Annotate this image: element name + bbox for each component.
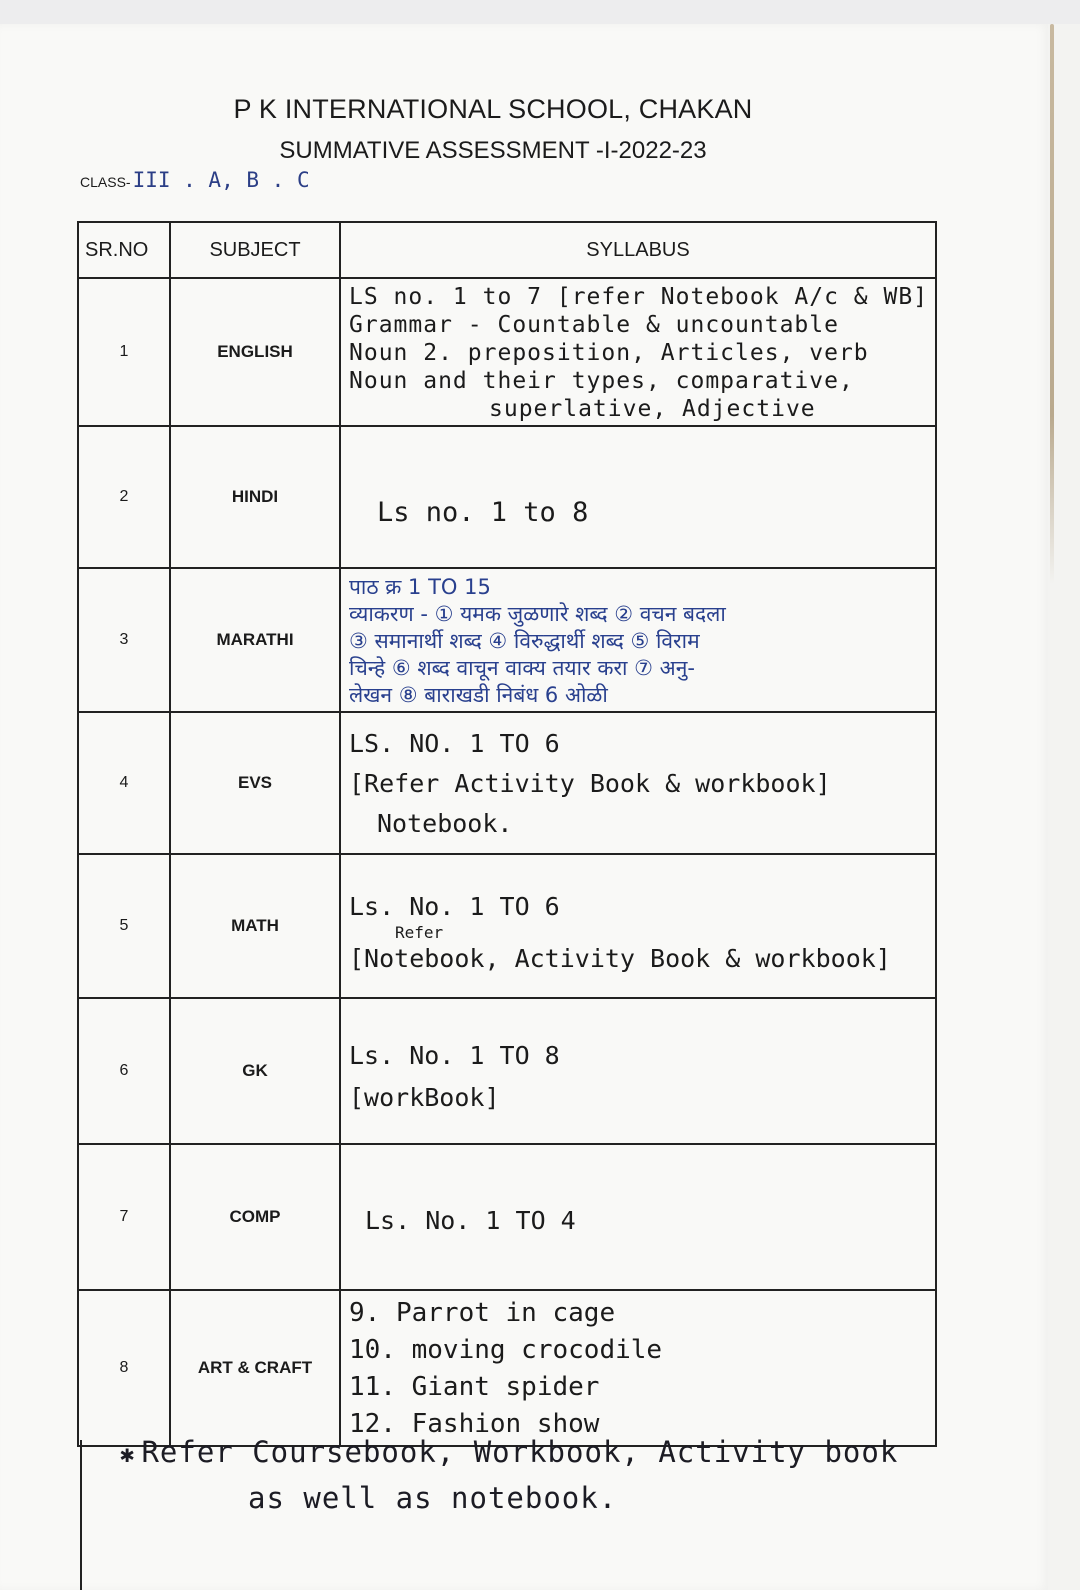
- syllabus-line: [Refer Activity Book & workbook]: [349, 769, 831, 798]
- syllabus-line: 10. moving crocodile: [349, 1335, 663, 1365]
- syllabus-line: लेखन ⑧ बाराखडी निबंध 6 ओळी: [349, 682, 608, 707]
- syllabus-cell: [340, 426, 936, 568]
- syllabus-cell: [340, 1144, 936, 1290]
- sr-no: 4: [78, 712, 170, 854]
- header-syllabus: SYLLABUS: [340, 222, 936, 278]
- header-subject: SUBJECT: [170, 222, 340, 278]
- syllabus-line: [workBook]: [349, 1083, 500, 1112]
- syllabus-cell: [340, 854, 936, 998]
- margin-line: [80, 1440, 82, 1590]
- syllabus-line: [Notebook, Activity Book & workbook]: [349, 944, 891, 973]
- syllabus-line: Ls. No. 1 TO 6: [349, 892, 560, 921]
- syllabus-line: LS no. 1 to 7 [refer Notebook A/c & WB]: [349, 284, 929, 310]
- star-icon: ✱: [120, 1440, 136, 1468]
- sr-no: 1: [78, 278, 170, 426]
- syllabus-cell: [340, 568, 936, 712]
- header-sr-no: SR.NO: [78, 222, 170, 278]
- subject-name: HINDI: [170, 426, 340, 568]
- sr-no: 2: [78, 426, 170, 568]
- table-row: [78, 278, 936, 426]
- syllabus-cell: [340, 278, 936, 426]
- footnote: [120, 1430, 1020, 1520]
- class-line: [80, 168, 310, 192]
- syllabus-line: 12. Fashion show: [349, 1409, 600, 1439]
- syllabus-line: पाठ क्र 1 TO 15: [349, 574, 491, 599]
- syllabus-line: 11. Giant spider: [349, 1372, 600, 1402]
- table-row: [78, 1144, 936, 1290]
- subject-name: MARATHI: [170, 568, 340, 712]
- syllabus-line: Notebook.: [377, 809, 513, 838]
- page-edge: [1048, 24, 1080, 1590]
- syllabus-cell: [340, 998, 936, 1144]
- syllabus-line: व्याकरण - ① यमक जुळणारे शब्द ② वचन बदला: [349, 601, 726, 626]
- subject-name: EVS: [170, 712, 340, 854]
- syllabus-line: Ls no. 1 to 8: [377, 497, 589, 528]
- table-row: [78, 998, 936, 1144]
- syllabus-table: [77, 221, 937, 1447]
- footnote-line-1: Refer Coursebook, Workbook, Activity book: [141, 1435, 899, 1469]
- syllabus-line: Refer: [395, 926, 444, 940]
- syllabus-cell: [340, 712, 936, 854]
- table-row: [78, 568, 936, 712]
- table-row: [78, 712, 936, 854]
- subject-name: ART & CRAFT: [170, 1290, 340, 1446]
- subject-name: GK: [170, 998, 340, 1144]
- syllabus-cell: [340, 1290, 936, 1446]
- table-row: [78, 426, 936, 568]
- class-label: CLASS-: [80, 174, 131, 190]
- table-row: [78, 1290, 936, 1446]
- syllabus-line: Noun and their types, comparative,: [349, 368, 854, 394]
- page-edge-shadow: [1050, 24, 1054, 584]
- sr-no: 3: [78, 568, 170, 712]
- syllabus-line: ③ समानार्थी शब्द ④ विरुद्धार्थी शब्द ⑤ विराम: [349, 628, 700, 653]
- subject-name: ENGLISH: [170, 278, 340, 426]
- syllabus-line: Ls. No. 1 TO 4: [365, 1206, 576, 1235]
- syllabus-line: Noun 2. preposition, Articles, verb: [349, 340, 869, 366]
- syllabus-line: Grammar - Countable & uncountable: [349, 312, 839, 338]
- syllabus-line: चिन्हे ⑥ शब्द वाचून वाक्य तयार करा ⑦ अनु-: [349, 655, 695, 680]
- sr-no: 6: [78, 998, 170, 1144]
- subject-name: COMP: [170, 1144, 340, 1290]
- assessment-title: SUMMATIVE ASSESSMENT -I-2022-23: [279, 137, 707, 164]
- sr-no: 5: [78, 854, 170, 998]
- footnote-line-2: as well as notebook.: [248, 1481, 618, 1515]
- sr-no: 7: [78, 1144, 170, 1290]
- table-header-row: [78, 222, 936, 278]
- table-row: [78, 854, 936, 998]
- syllabus-line: LS. NO. 1 TO 6: [349, 729, 560, 758]
- school-title: P K INTERNATIONAL SCHOOL, CHAKAN: [233, 94, 753, 124]
- subject-name: MATH: [170, 854, 340, 998]
- sr-no: 8: [78, 1290, 170, 1446]
- syllabus-line: Ls. No. 1 TO 8: [349, 1041, 560, 1070]
- class-value: III . A, B . C: [132, 168, 310, 192]
- syllabus-line: superlative, Adjective: [489, 396, 816, 422]
- top-strip: [0, 0, 1080, 24]
- syllabus-line: 9. Parrot in cage: [349, 1298, 616, 1328]
